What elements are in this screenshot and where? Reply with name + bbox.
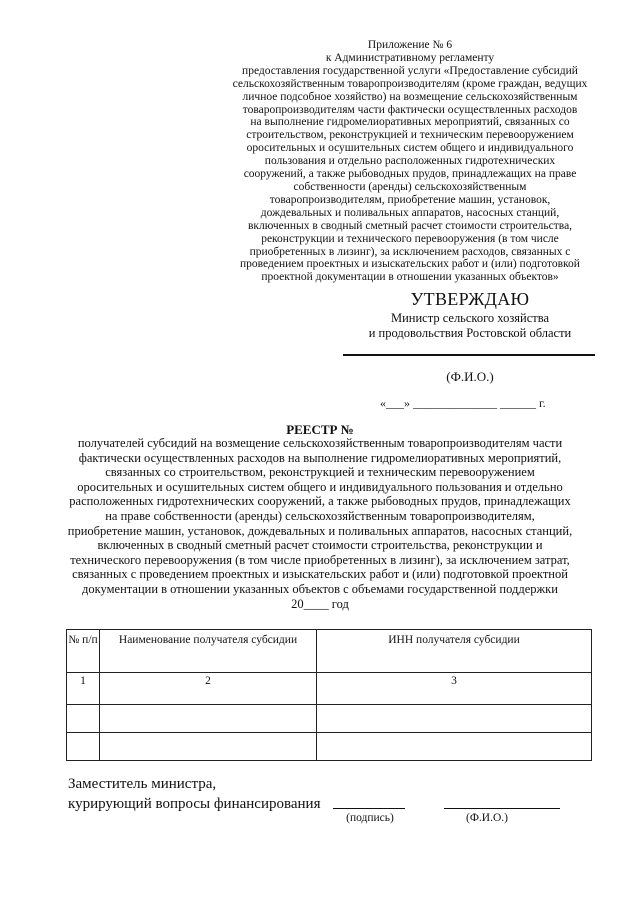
appendix-line: сельскохозяйственным товаропроизводителям (кроме граждан, ведущих [232, 77, 588, 90]
deputy-signature-block [68, 774, 320, 814]
column-number-3: 3 [317, 673, 592, 705]
appendix-line: Приложение № 6 [367, 39, 453, 51]
table-numbering-row [67, 673, 592, 705]
deputy-title-line2: курирующий вопросы финансирования [68, 796, 321, 812]
registry-line: включенных в сводный сметный расчет стоимости строительства, реконструкции и [97, 538, 543, 553]
table-row [67, 705, 592, 733]
table-cell [317, 733, 592, 761]
approval-position-line2: и продовольствия Ростовской области [368, 326, 572, 340]
signature-blank-line [333, 808, 405, 809]
recipients-table [66, 629, 592, 761]
registry-line: технического перевооружения (в том числе приобретенных в лизинг), за исключением затрат, [70, 552, 570, 567]
appendix-line: к Административному регламенту [325, 51, 495, 64]
approval-title: УТВЕРЖДАЮ [410, 289, 530, 309]
registry-line: на праве собственности (аренды) сельскохозяйственным товаропроизводителям, [105, 508, 535, 523]
registry-line: связанных со строительством, реконструкцией и техническим перевооружением [105, 465, 535, 480]
registry-title: РЕЕСТР № [286, 422, 354, 437]
table-cell [67, 733, 100, 761]
registry-line: фактически осуществленных расходов на выполнение гидромелиоративных мероприятий, [78, 450, 562, 465]
approval-date-line: «___» ______________ ______ г. [380, 396, 546, 410]
registry-description [50, 436, 590, 611]
registry-line: расположенных гидротехнических сооружений, а также рыбоводных прудов, принадлежащих [69, 494, 571, 509]
registry-line: приобретение машин, установок, дождевальных и поливальных аппаратов, насосных станций, [67, 523, 573, 538]
appendix-line: проведением проектных и изыскательских работ и (или) подготовкой [240, 258, 580, 271]
column-number-1: 1 [67, 673, 100, 705]
appendix-line: на выполнение гидромелиоративных мероприятий, связанных со [250, 116, 570, 129]
header-recipient-name: Наименование получателя субсидии [100, 630, 317, 673]
table-cell [100, 733, 317, 761]
appendix-line: дождевальных и поливальных аппаратов, насосных станций, [260, 206, 560, 219]
appendix-line: включенных в сводный сметный расчет стоимости строительства, [247, 219, 573, 232]
registry-line: оросительных и осушительных систем общего и индивидуального пользования и отдельно [77, 479, 563, 494]
appendix-line: собственности (аренды) сельскохозяйственным [293, 180, 527, 193]
table-cell [100, 705, 317, 733]
registry-line: связанных с проведением проектных и изыскательских работ и (или) подготовкой проектной [72, 567, 568, 582]
approval-fio-label: (Ф.И.О.) [446, 369, 494, 384]
appendix-line: товаропроизводителям части фактически осуществленных расходов [242, 103, 578, 116]
header-inn: ИНН получателя субсидии [317, 630, 592, 673]
appendix-line: предоставления государственной услуги «Предоставление субсидий [242, 64, 578, 77]
appendix-header [200, 39, 620, 284]
fio-caption: (Ф.И.О.) [466, 812, 508, 824]
registry-line: получателей субсидий на возмещение сельскохозяйственным товаропроизводителям части [77, 436, 563, 450]
table-row [67, 733, 592, 761]
table-cell [317, 705, 592, 733]
appendix-line: личное подсобное хозяйство) на возмещение сельскохозяйственным [242, 90, 578, 103]
appendix-line: оросительных и осушительных систем общего и индивидуального [246, 142, 574, 155]
deputy-title-line1: Заместитель министра, [68, 776, 217, 792]
appendix-line: реконструкции и технического перевооружения (в том числе [261, 232, 559, 245]
appendix-line: проектной документации в отношении указанных объектов» [261, 271, 559, 284]
signature-caption: (подпись) [346, 812, 394, 824]
table-header-row [67, 630, 592, 673]
table-cell [67, 705, 100, 733]
registry-year-line: 20____ год [291, 596, 349, 611]
fio-blank-line [444, 808, 560, 809]
appendix-line: пользования и отдельно расположенных гидротехнических [264, 155, 556, 168]
registry-line: документации в отношении указанных объектов с объемами государственной поддержки [82, 581, 558, 596]
appendix-line: товаропроизводителям, приобретение машин, установок, [269, 193, 551, 206]
column-number-2: 2 [100, 673, 317, 705]
approval-signature-line [343, 354, 595, 356]
appendix-line: строительством, реконструкцией и техническим перевооружением [246, 129, 574, 142]
approval-position-line1: Министр сельского хозяйства [390, 311, 550, 325]
appendix-line: приобретенных в лизинг), за исключением расходов, связанных с [249, 245, 571, 258]
appendix-line: сооружений, а также рыбоводных прудов, принадлежащих на праве [243, 168, 577, 181]
header-number: № п/п [67, 630, 100, 673]
